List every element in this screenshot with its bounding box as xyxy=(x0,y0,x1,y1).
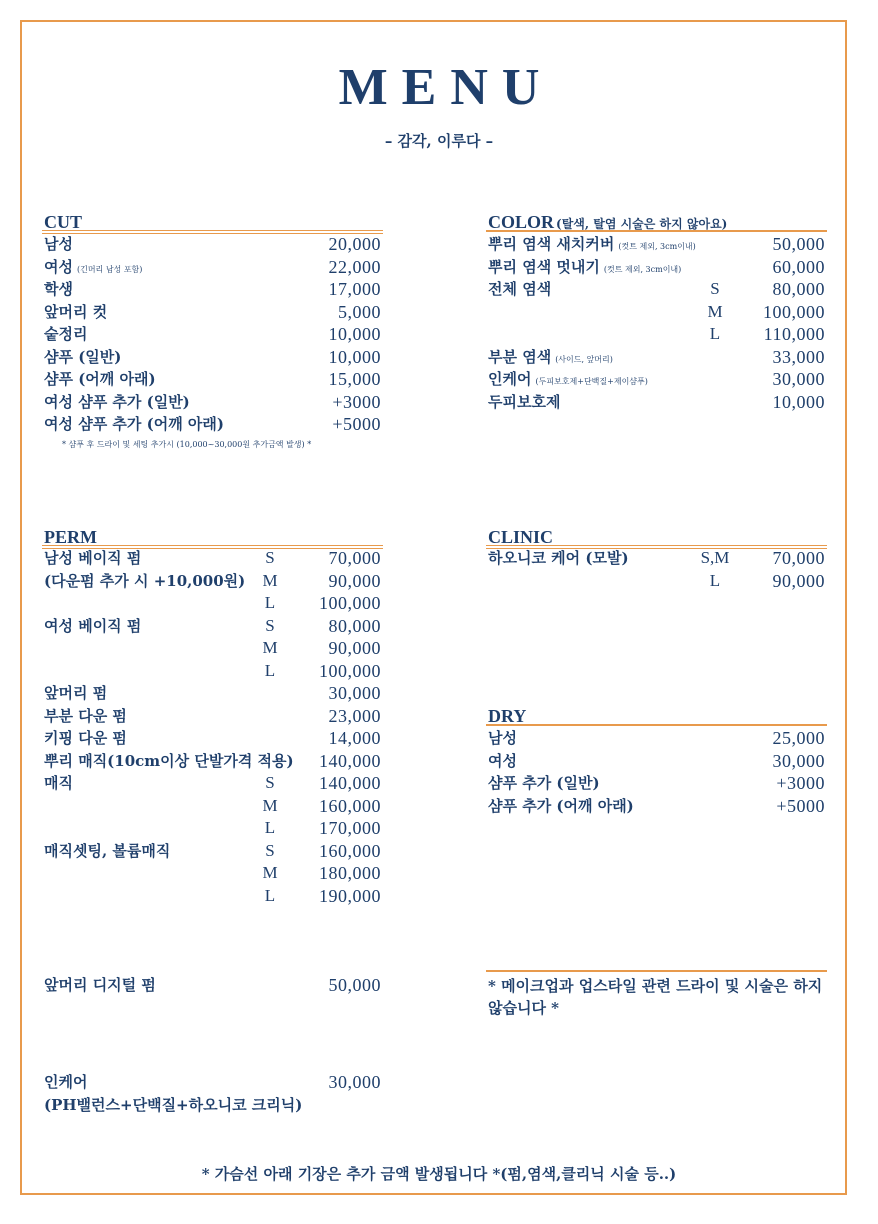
clinic-item-name: 하오니코 케어 (모발) xyxy=(488,549,629,567)
cut-item-name: 샴푸 (어깨 아래) xyxy=(44,370,156,388)
color-row xyxy=(488,233,825,255)
perm-item-price: 14,000 xyxy=(328,728,381,748)
dry-heading-rule xyxy=(486,724,827,726)
dry-heading: DRY xyxy=(488,706,527,726)
color-item-price: 60,000 xyxy=(772,256,825,277)
color-row xyxy=(488,391,825,413)
dry-row xyxy=(488,750,825,772)
perm-item-price: 80,000 xyxy=(328,615,381,636)
bottom-notice: * 가슴선 아래 기장은 추가 금액 발생됩니다 *(펌,염색,클리닉 시술 등..) xyxy=(201,1165,677,1183)
perm-item-size: L xyxy=(264,818,276,837)
color-item-price: 50,000 xyxy=(772,234,825,254)
color-heading-rule xyxy=(486,230,827,232)
cut-item-name: 학생 xyxy=(44,280,73,298)
dry-item-price: +3000 xyxy=(776,773,825,793)
color-item-note: (컷트 제외, 3cm이내) xyxy=(618,242,696,251)
makeup-notice: * 메이크업과 업스타일 관련 드라이 및 시술은 하지 않습니다 * xyxy=(488,977,823,1017)
dry-item-name: 여성 xyxy=(488,751,517,770)
color-row xyxy=(488,346,825,368)
perm-item-price: 160,000 xyxy=(319,795,381,816)
cut-item-price: 15,000 xyxy=(328,369,381,389)
incare-price: 30,000 xyxy=(328,1072,381,1092)
perm-row xyxy=(44,570,381,592)
perm-item-size: L xyxy=(264,660,276,680)
perm-row xyxy=(44,862,381,884)
perm-item-name: 뿌리 매직(10cm이상 단발가격 적용) xyxy=(44,751,294,770)
cut-row xyxy=(44,278,381,300)
color-row xyxy=(488,278,825,300)
clinic-row xyxy=(488,547,825,569)
perm-row xyxy=(44,885,381,907)
perm-row xyxy=(44,817,381,839)
color-item-price: 110,000 xyxy=(763,324,825,344)
cut-item-note: (긴머리 남성 포함) xyxy=(76,264,143,274)
perm-item-name: (다운펌 추가 시 +10,000원) xyxy=(44,571,246,590)
color-item-name: 뿌리 염색 멋내기 (컷트 제외, 3cm이내) xyxy=(488,257,682,276)
page-title: MENU xyxy=(338,59,554,116)
cut-item-price: 17,000 xyxy=(328,279,381,299)
cut-row xyxy=(44,368,381,390)
perm-item-price: 160,000 xyxy=(319,840,381,861)
perm-item-size: M xyxy=(262,570,278,590)
cut-item-price: 10,000 xyxy=(328,324,381,344)
dry-item-name: 샴푸 추가 (일반) xyxy=(488,774,600,792)
perm-item-name: 남성 베이직 펌 xyxy=(44,549,142,567)
color-item-note: (두피보호제+단백질+제이샴푸) xyxy=(535,377,648,386)
cut-item-price: +3000 xyxy=(332,391,381,412)
cut-item-name: 남성 xyxy=(44,235,73,253)
perm-row xyxy=(44,772,381,794)
color-row xyxy=(488,301,825,323)
cut-row xyxy=(44,391,381,413)
cut-item-price: +5000 xyxy=(332,414,381,434)
clinic-heading: CLINIC xyxy=(488,527,554,547)
incare-name: 인케어 xyxy=(44,1073,88,1091)
perm-item-size: S xyxy=(265,615,275,635)
perm-item-size: M xyxy=(262,638,278,657)
perm-row xyxy=(44,750,381,772)
cut-item-name: 여성 (긴머리 남성 포함) xyxy=(44,257,143,276)
perm-row xyxy=(44,727,381,749)
color-item-price: 10,000 xyxy=(772,391,825,412)
cut-row xyxy=(44,256,381,278)
cut-item-name: 숱정리 xyxy=(44,325,88,343)
perm-item-size: S xyxy=(265,840,275,860)
digital-perm-name: 앞머리 디지털 펌 xyxy=(44,976,156,994)
perm-row xyxy=(44,840,381,862)
clinic-item-size: S,M xyxy=(700,548,730,567)
dry-row xyxy=(488,795,825,817)
color-row xyxy=(488,368,825,390)
color-row xyxy=(488,323,825,345)
perm-item-name: 앞머리 펌 xyxy=(44,684,108,702)
color-item-note: (사이드, 앞머리) xyxy=(555,354,613,364)
incare-detail: (PH밸런스+단백질+하오니코 크리닉) xyxy=(44,1096,303,1114)
perm-item-size: L xyxy=(264,885,276,905)
cut-row xyxy=(44,323,381,345)
dry-item-price: 25,000 xyxy=(772,728,825,748)
perm-item-price: 90,000 xyxy=(328,638,381,658)
cut-item-name: 샴푸 (일반) xyxy=(44,347,122,366)
perm-item-name: 매직셋팅, 볼륨매직 xyxy=(44,841,171,860)
color-item-name: 전체 염색 xyxy=(488,280,552,298)
makeup-notice-rule xyxy=(486,970,827,972)
cut-row xyxy=(44,413,381,435)
perm-heading: PERM xyxy=(44,527,97,547)
perm-item-price: 190,000 xyxy=(319,885,381,906)
perm-item-price: 140,000 xyxy=(319,773,381,793)
dry-item-price: 30,000 xyxy=(772,750,825,771)
cut-item-name: 여성 샴푸 추가 (어깨 아래) xyxy=(44,415,224,433)
perm-item-name: 키핑 다운 펌 xyxy=(44,729,127,747)
color-row xyxy=(488,256,825,278)
incare-detail-row xyxy=(44,1094,381,1116)
clinic-item-price: 70,000 xyxy=(772,548,825,568)
perm-row xyxy=(44,705,381,727)
cut-item-price: 22,000 xyxy=(328,256,381,277)
color-item-price: 80,000 xyxy=(772,279,825,299)
cut-row xyxy=(44,233,381,255)
perm-item-size: M xyxy=(262,795,278,815)
perm-item-price: 170,000 xyxy=(319,818,381,838)
color-item-name: 뿌리 염색 새치커버 (컷트 제외, 3cm이내) xyxy=(488,235,696,253)
dry-item-price: +5000 xyxy=(776,795,825,816)
perm-row xyxy=(44,637,381,659)
perm-item-price: 140,000 xyxy=(319,750,381,771)
color-item-note: (컷트 제외, 3cm이내) xyxy=(603,264,682,274)
color-item-price: 30,000 xyxy=(772,369,825,389)
perm-item-price: 30,000 xyxy=(328,683,381,703)
perm-item-price: 70,000 xyxy=(328,548,381,568)
color-item-name: 두피보호제 xyxy=(488,392,561,411)
perm-item-price: 23,000 xyxy=(328,705,381,726)
perm-item-name: 여성 베이직 펌 xyxy=(44,616,142,635)
cut-item-name: 앞머리 컷 xyxy=(44,302,108,321)
color-item-size: S xyxy=(710,279,720,298)
cut-row xyxy=(44,301,381,323)
perm-row xyxy=(44,682,381,704)
perm-item-price: 100,000 xyxy=(319,593,381,613)
incare-row xyxy=(44,1071,381,1093)
perm-item-price: 180,000 xyxy=(319,863,381,883)
cut-heading: CUT xyxy=(44,212,83,232)
cut-item-price: 10,000 xyxy=(328,346,381,367)
perm-row xyxy=(44,547,381,569)
color-item-name: 인케어 (두피보호제+단백질+제이샴푸) xyxy=(488,370,648,388)
dry-item-name: 샴푸 추가 (어깨 아래) xyxy=(488,796,634,815)
cut-item-name: 여성 샴푸 추가 (일반) xyxy=(44,392,190,411)
cut-item-price: 20,000 xyxy=(328,234,381,254)
dry-row xyxy=(488,772,825,794)
color-heading-note: (탈색, 탈염 시술은 하지 않아요) xyxy=(556,217,728,231)
page-subtitle: – 감각, 이루다 – xyxy=(384,132,494,150)
perm-item-price: 100,000 xyxy=(319,660,381,681)
digital-perm-price: 50,000 xyxy=(328,975,381,995)
color-item-size: M xyxy=(707,301,723,321)
perm-row xyxy=(44,592,381,614)
dry-item-name: 남성 xyxy=(488,729,517,747)
color-heading: COLOR (탈색, 탈염 시술은 하지 않아요) xyxy=(488,212,728,232)
perm-row xyxy=(44,795,381,817)
perm-item-name: 매직 xyxy=(44,774,73,792)
clinic-item-size: L xyxy=(709,570,721,590)
perm-item-size: L xyxy=(264,593,276,612)
perm-item-size: S xyxy=(265,548,275,567)
clinic-item-price: 90,000 xyxy=(772,570,825,591)
color-item-price: 100,000 xyxy=(763,301,825,322)
perm-row xyxy=(44,615,381,637)
cut-footnote: * 샴푸 후 드라이 및 세팅 추가시 (10,000~30,000원 추가금액 발생) * xyxy=(62,440,312,449)
color-item-price: 33,000 xyxy=(772,346,825,367)
perm-row xyxy=(44,660,381,682)
clinic-row xyxy=(488,570,825,592)
dry-row xyxy=(488,727,825,749)
perm-item-size: S xyxy=(265,773,275,792)
perm-item-name: 부분 다운 펌 xyxy=(44,706,127,725)
color-item-size: L xyxy=(709,324,721,343)
cut-row xyxy=(44,346,381,368)
digital-perm-row xyxy=(44,974,381,996)
color-item-name: 부분 염색 (사이드, 앞머리) xyxy=(488,347,613,366)
cut-item-price: 5,000 xyxy=(338,301,381,322)
perm-item-price: 90,000 xyxy=(328,570,381,591)
perm-item-size: M xyxy=(262,863,278,882)
